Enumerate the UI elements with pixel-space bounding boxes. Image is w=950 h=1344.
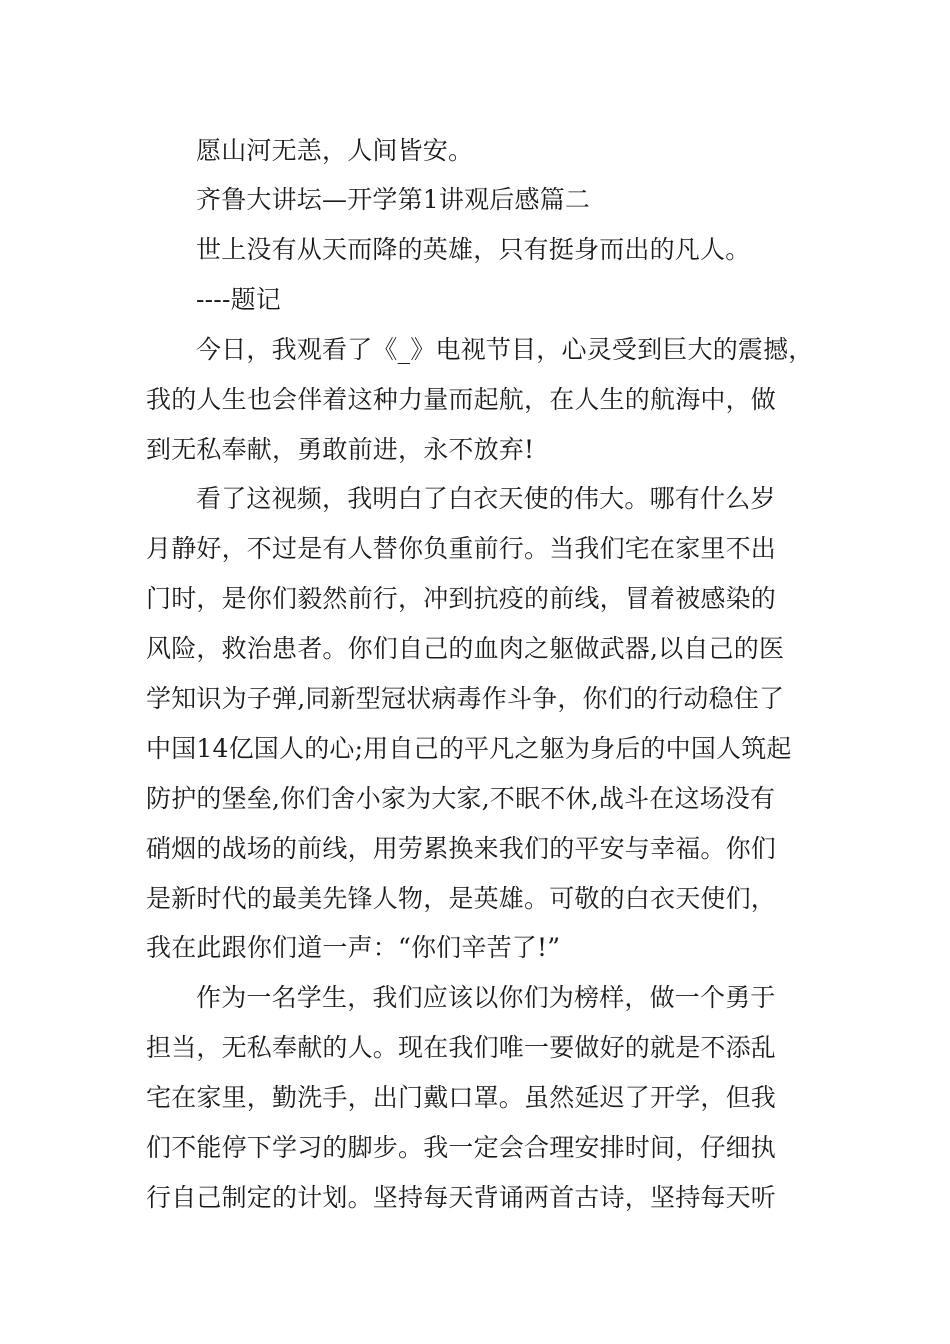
paragraph-2-line-1: 看了这视频，我明白了白衣天使的伟大。哪有什么岁 <box>196 484 776 513</box>
paragraph-2-line-9: 是新时代的最美先锋人物，是英雄。可敬的白衣天使们， <box>146 884 777 913</box>
paragraph-2-line-4: 风险，救治患者。你们自己的血肉之躯做武器,以自己的医 <box>146 634 785 663</box>
paragraph-2-line-3: 门时，是你们毅然前行，冲到抗疫的前线，冒着被感染的 <box>146 584 777 613</box>
epigraph-line: 世上没有从天而降的英雄，只有挺身而出的凡人。 <box>196 235 751 264</box>
section-heading: 齐鲁大讲坛—开学第1讲观后感篇二 <box>196 185 591 214</box>
paragraph-2-line-2: 月静好，不过是有人替你负重前行。当我们宅在家里不出 <box>146 534 777 563</box>
paragraph-3-line-5: 行自己制定的计划。坚持每天背诵两首古诗，坚持每天听 <box>146 1183 777 1212</box>
paragraph-3-line-2: 担当，无私奉献的人。现在我们唯一要做好的就是不添乱 <box>146 1033 777 1062</box>
paragraph-2-line-6: 中国14亿国人的心;用自己的平凡之躯为身后的中国人筑起 <box>146 734 792 763</box>
paragraph-2-line-8: 硝烟的战场的前线，用劳累换来我们的平安与幸福。你们 <box>146 834 777 863</box>
epigraph-attribution: ----题记 <box>196 285 281 314</box>
paragraph-1-line-1: 今日，我观看了《_》电视节目，心灵受到巨大的震撼， <box>196 335 814 364</box>
text-line-closing: 愿山河无恙，人间皆安。 <box>196 136 474 165</box>
paragraph-2-line-10: 我在此跟你们道一声：“你们辛苦了!” <box>146 933 561 962</box>
paragraph-3-line-1: 作为一名学生，我们应该以你们为榜样，做一个勇于 <box>196 983 776 1012</box>
paragraph-3-line-4: 们不能停下学习的脚步。我一定会合理安排时间，仔细执 <box>146 1133 777 1162</box>
paragraph-1-line-2: 我的人生也会伴着这种力量而起航，在人生的航海中，做 <box>146 385 777 414</box>
paragraph-2-line-7: 防护的堡垒,你们舍小家为大家,不眠不休,战斗在这场没有 <box>146 784 776 813</box>
paragraph-3-line-3: 宅在家里，勤洗手，出门戴口罩。虽然延迟了开学，但我 <box>146 1083 777 1112</box>
paragraph-1-line-3: 到无私奉献，勇敢前进，永不放弃! <box>146 435 535 464</box>
paragraph-2-line-5: 学知识为子弹,同新型冠状病毒作斗争，你们的行动稳住了 <box>146 684 785 713</box>
